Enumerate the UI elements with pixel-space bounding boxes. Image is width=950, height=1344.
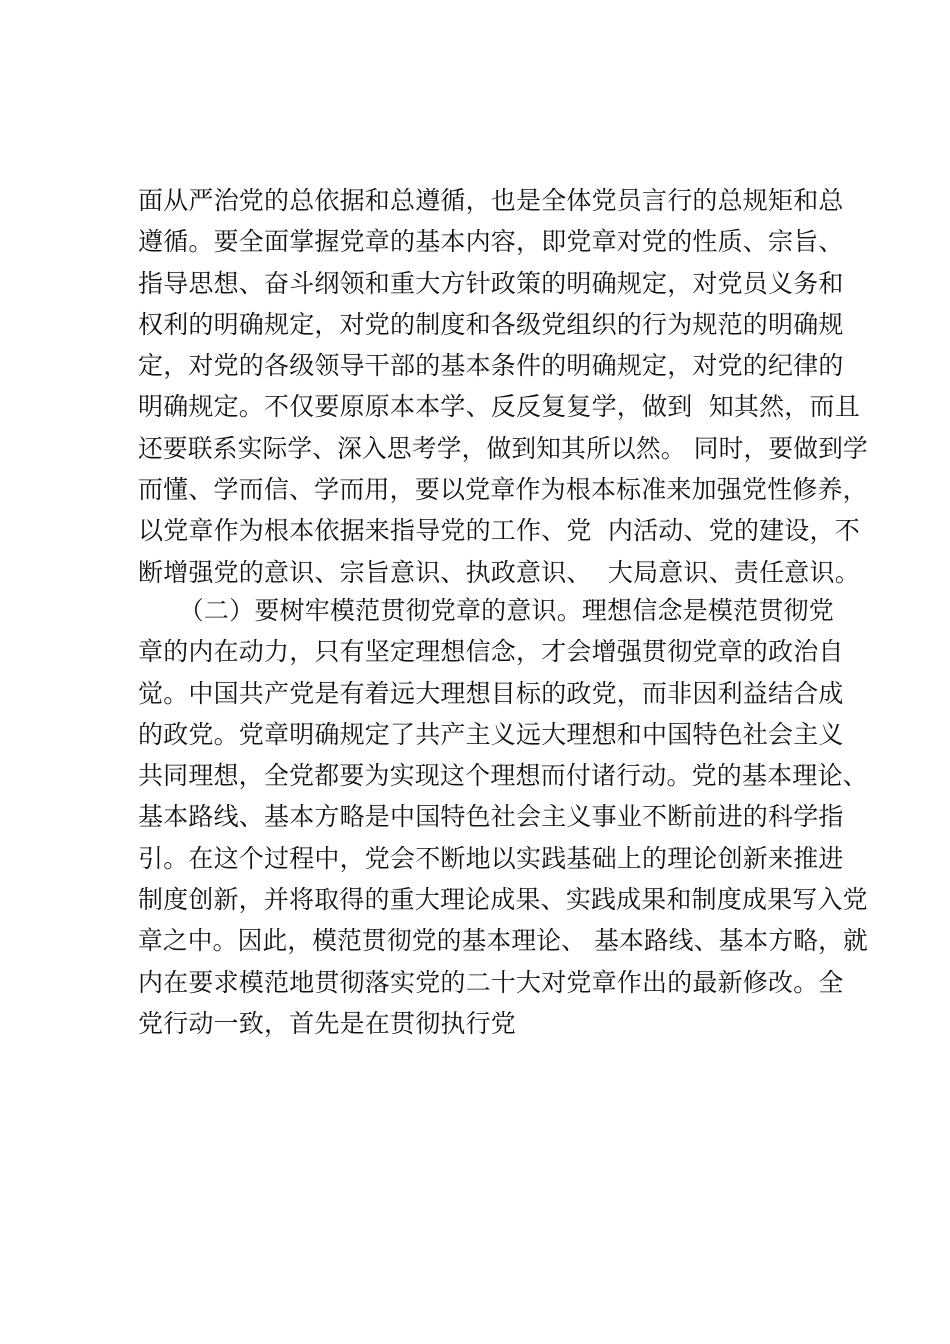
paragraph-2 (138, 590, 868, 1044)
text-line: 遵循。要全面掌握党章的基本内容，即党章对党的性质、宗旨、 (138, 227, 844, 257)
text-line: 断增强党的意识、宗旨意识、执政意识、 大局意识、责任意识。 (138, 557, 860, 587)
text-line: 制度创新，并将取得的重大理论成果、实践成果和制度成果写入党 (138, 885, 868, 915)
text-line: 指导思想、奋斗纲领和重大方针政策的明确规定，对党员义务和 (138, 268, 844, 298)
text-line: 引。在这个过程中，党会不断地以实践基础上的理论创新来推进 (138, 843, 844, 873)
text-line: 共同理想，全党都要为实现这个理想而付诸行动。党的基本理论、 (138, 761, 868, 791)
text-line: 党行动一致，首先是在贯彻执行党 (138, 1008, 517, 1038)
text-line: 章的内在动力，只有坚定理想信念，才会增强贯彻党章的政治自 (138, 637, 844, 667)
text-line: 的政党。党章明确规定了共产主义远大理想和中国特色社会主义 (138, 719, 844, 749)
text-line: 内在要求模范地贯彻落实党的二十大对党章作出的最新修改。全 (138, 967, 844, 997)
text-line: 而懂、学而信、学而用，要以党章作为根本标准来加强党性修养， (138, 475, 868, 505)
text-line: 面从严治党的总依据和总遵循，也是全体党员言行的总规矩和总 (138, 186, 844, 215)
text-line: 权利的明确规定，对党的制度和各级党组织的行为规范的明确规 (138, 309, 844, 339)
text-line: 以党章作为根本依据来指导党的工作、党 内活动、党的建设，不 (138, 516, 860, 546)
paragraph-1 (138, 180, 868, 593)
text-line: 觉。中国共产党是有着远大理想目标的政党，而非因利益结合成 (138, 678, 844, 708)
text-line: （二）要树牢模范贯彻党章的意识。理想信念是模范贯彻党 (138, 596, 834, 625)
text-line: 明确规定。不仅要原原本本学、反反复复学，做到 知其然，而且 (138, 392, 860, 422)
text-line: 章之中。因此，模范贯彻党的基本理论、 基本路线、基本方略，就 (138, 926, 868, 956)
text-line: 还要联系实际学、深入思考学，做到知其所以然。 同时，要做到学 (138, 433, 868, 463)
text-line: 基本路线、基本方略是中国特色社会主义事业不断前进的科学指 (138, 802, 844, 832)
text-line: 定，对党的各级领导干部的基本条件的明确规定，对党的纪律的 (138, 351, 844, 381)
